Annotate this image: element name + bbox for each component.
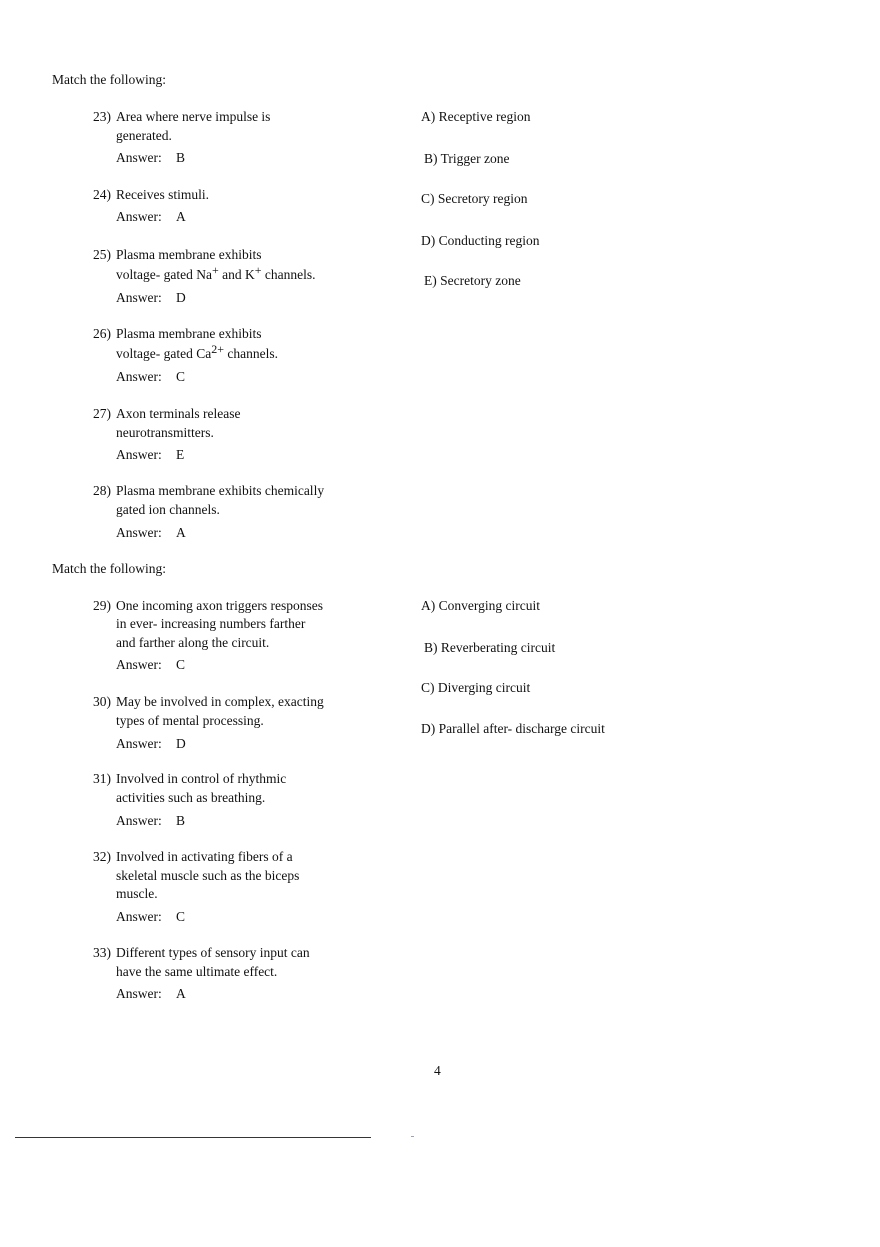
question-text-ions: voltage- gated Na+ and K+ channels. xyxy=(116,263,316,282)
answer-label: Answer: xyxy=(116,986,162,1001)
option-item: B) Trigger zone xyxy=(424,151,510,166)
page-number: 4 xyxy=(434,1063,441,1078)
answer-label: Answer: xyxy=(116,369,162,384)
question-text: Plasma membrane exhibits chemically xyxy=(116,483,325,498)
answer-value: B xyxy=(176,813,186,828)
question-number: 27) xyxy=(93,406,111,421)
option-item: D) Conducting region xyxy=(421,233,540,248)
section-heading: Match the following: xyxy=(52,72,166,87)
question-text: in ever- increasing numbers farther xyxy=(116,616,306,631)
answer-label: Answer: xyxy=(116,813,162,828)
footer-mark xyxy=(411,1136,414,1137)
answer-value: D xyxy=(176,736,186,751)
question-text: Area where nerve impulse is xyxy=(116,109,271,124)
question-text: Receives stimuli. xyxy=(116,187,209,202)
answer-value: A xyxy=(176,209,186,224)
answer-label: Answer: xyxy=(116,525,162,540)
question-number: 32) xyxy=(93,849,111,864)
answer-value: A xyxy=(176,986,186,1001)
question-number: 28) xyxy=(93,483,111,498)
answer-value: C xyxy=(176,657,186,672)
question-number: 25) xyxy=(93,247,111,262)
option-item: B) Reverberating circuit xyxy=(424,640,556,655)
question-text: Axon terminals release xyxy=(116,406,241,421)
option-item: A) Receptive region xyxy=(421,109,531,124)
option-item: C) Secretory region xyxy=(421,191,528,206)
option-item: C) Diverging circuit xyxy=(421,680,531,695)
question-number: 30) xyxy=(93,694,111,709)
answer-label: Answer: xyxy=(116,209,162,224)
answer-value: C xyxy=(176,369,186,384)
answer-value: E xyxy=(176,447,185,462)
question-text: One incoming axon triggers responses xyxy=(116,598,323,613)
answer-label: Answer: xyxy=(116,736,162,751)
answer-value: A xyxy=(176,525,186,540)
question-text: neurotransmitters. xyxy=(116,425,214,440)
question-number: 29) xyxy=(93,598,111,613)
question-text: muscle. xyxy=(116,886,158,901)
question-number: 31) xyxy=(93,771,111,786)
answer-label: Answer: xyxy=(116,909,162,924)
question-number: 33) xyxy=(93,945,111,960)
section-heading: Match the following: xyxy=(52,561,166,576)
question-text: generated. xyxy=(116,128,172,143)
answer-label: Answer: xyxy=(116,447,162,462)
question-text: gated ion channels. xyxy=(116,502,220,517)
answer-label: Answer: xyxy=(116,290,162,305)
footer-divider xyxy=(15,1137,371,1138)
question-text: and farther along the circuit. xyxy=(116,635,270,650)
question-number: 23) xyxy=(93,109,111,124)
question-text: Involved in activating fibers of a xyxy=(116,849,293,864)
option-item: E) Secretory zone xyxy=(424,273,521,288)
question-text: activities such as breathing. xyxy=(116,790,266,805)
question-text: Plasma membrane exhibits xyxy=(116,326,262,341)
option-item: A) Converging circuit xyxy=(421,598,540,613)
question-text: skeletal muscle such as the biceps xyxy=(116,868,300,883)
answer-label: Answer: xyxy=(116,657,162,672)
question-text: Involved in control of rhythmic xyxy=(116,771,287,786)
question-text: Plasma membrane exhibits xyxy=(116,247,262,262)
answer-value: C xyxy=(176,909,186,924)
answer-value: B xyxy=(176,150,186,165)
question-text: May be involved in complex, exacting xyxy=(116,694,324,709)
question-text: have the same ultimate effect. xyxy=(116,964,278,979)
option-item: D) Parallel after- discharge circuit xyxy=(421,721,605,736)
question-number: 24) xyxy=(93,187,111,202)
question-text: types of mental processing. xyxy=(116,713,264,728)
question-text-ions: voltage- gated $Ca^{2+}$ channels. xyxy=(116,342,278,361)
question-text: Different types of sensory input can xyxy=(116,945,310,960)
question-number: 26) xyxy=(93,326,111,341)
answer-value: D xyxy=(176,290,186,305)
answer-label: Answer: xyxy=(116,150,162,165)
